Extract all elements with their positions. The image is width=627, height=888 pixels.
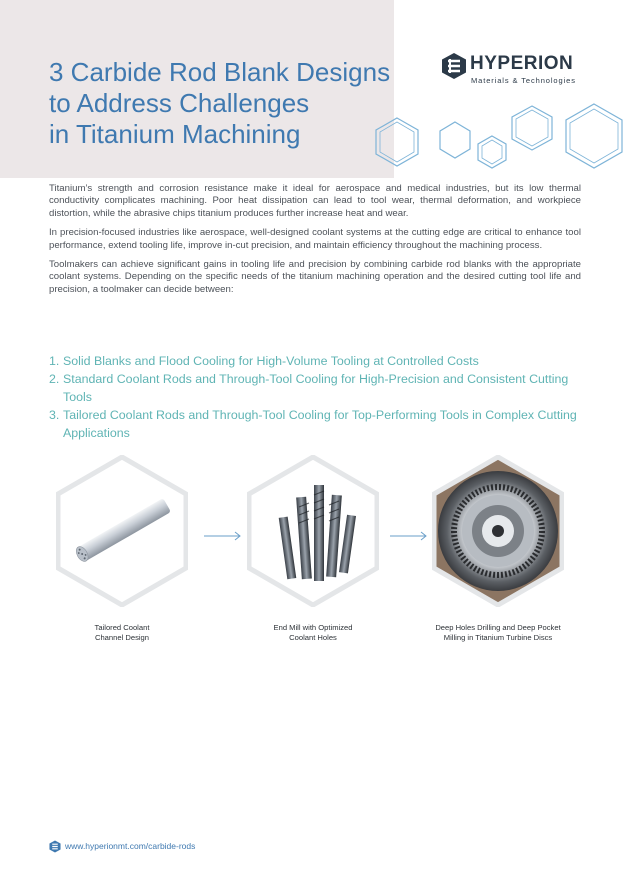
step-image-frame [432, 455, 564, 607]
decorative-hexagons [360, 98, 627, 182]
website-link[interactable]: www.hyperionmt.com/carbide-rods [65, 841, 196, 851]
list-item [49, 370, 589, 406]
caption-line: End Mill with Optimized [273, 623, 353, 632]
coolant-rod-image [56, 455, 188, 607]
list-number: 1. [49, 354, 60, 368]
caption-line: Deep Holes Drilling and Deep Pocket [435, 623, 561, 632]
hyperion-logo[interactable] [441, 50, 591, 86]
logo-subtitle: Materials & Technologies [471, 76, 576, 85]
step-coolant-rod [49, 455, 195, 642]
arrow-right-icon [389, 531, 429, 541]
intro-paragraph: In precision-focused industries like aerospace, well-designed coolant systems at the cutting edge are critical to enhance tool performance, extend tooling life, improve in-cut precision, and maintain efficiency throughout the machining process. [49, 227, 581, 251]
intro-paragraph: Toolmakers can achieve significant gains in tooling life and precision by combining carbide rod blanks with the appropriate coolant systems. Depending on the specific needs of the titanium machining operation and the desired cutting tool life and precision, a toolmaker can decide between: [49, 259, 581, 295]
step-turbine-disc [425, 455, 571, 642]
intro-text [49, 183, 581, 303]
step-end-mill [240, 455, 386, 642]
caption-line: Milling in Titanium Turbine Discs [443, 633, 553, 642]
list-text: Solid Blanks and Flood Cooling for High-Volume Tooling at Controlled Costs [63, 354, 479, 368]
hyperion-logo-icon [49, 840, 61, 853]
turbine-disc-image [432, 455, 564, 607]
title-line: in Titanium Machining [49, 119, 301, 150]
options-list [49, 352, 589, 442]
step-caption [425, 623, 571, 643]
caption-line: Tailored Coolant [94, 623, 150, 632]
caption-line: Coolant Holes [289, 633, 337, 642]
caption-line: Channel Design [94, 633, 150, 642]
list-text: Standard Coolant Rods and Through-Tool Cooling for High-Precision and Consistent Cutting Tools [63, 372, 569, 404]
process-steps [0, 455, 627, 655]
list-text: Tailored Coolant Rods and Through-Tool Cooling for Top-Performing Tools in Complex Cutting Applications [63, 408, 577, 440]
list-number: 3. [49, 408, 60, 422]
step-caption [49, 623, 195, 643]
arrow-right-icon [203, 531, 243, 541]
title-line: to Address Challenges [49, 88, 310, 119]
list-number: 2. [49, 372, 60, 386]
step-caption [240, 623, 386, 643]
step-image-frame [56, 455, 188, 607]
title-line: 3 Carbide Rod Blank Designs [49, 57, 391, 88]
list-item [49, 352, 589, 370]
list-item [49, 406, 589, 442]
intro-paragraph: Titanium’s strength and corrosion resistance make it ideal for aerospace and medical industries, but its low thermal conductivity complicates machining. Poor heat dissipation can lead to tool wear, thermal deformation, and workpiece distortion, while the abrasive chips titanium produces further increase heat and wear. [49, 183, 581, 219]
page-title [49, 57, 389, 150]
step-image-frame [247, 455, 379, 607]
logo-name: HYPERION [470, 53, 574, 74]
hyperion-logo-icon [441, 52, 467, 80]
end-mill-image [247, 455, 379, 607]
